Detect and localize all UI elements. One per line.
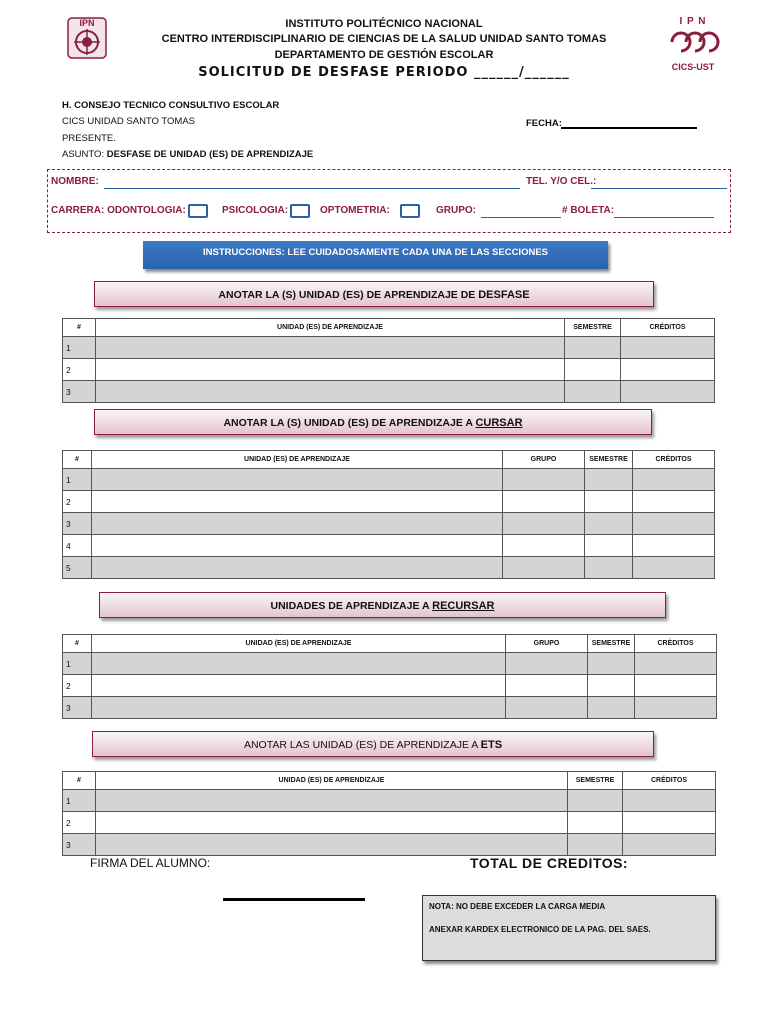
address-presente: PRESENTE. <box>62 133 116 144</box>
ets-table <box>62 771 716 856</box>
table-row[interactable] <box>63 697 717 719</box>
tel-label: TEL. Y/O CEL.: <box>526 176 597 187</box>
student-info-box <box>47 169 731 233</box>
signature-line[interactable] <box>223 898 365 901</box>
cics-emblem-icon <box>662 27 724 57</box>
col-semestre: SEMESTRE <box>588 635 635 653</box>
table-row[interactable] <box>63 513 715 535</box>
table-row[interactable] <box>63 834 716 856</box>
table-row[interactable] <box>63 491 715 513</box>
cics-logo <box>662 16 724 74</box>
nombre-label: NOMBRE: <box>51 176 99 187</box>
table-row[interactable] <box>63 381 715 403</box>
col-unidad: UNIDAD (ES) DE APRENDIZAJE <box>96 319 565 337</box>
asunto-label: ASUNTO: <box>62 149 105 160</box>
section-recursar-header <box>99 592 666 618</box>
section-cursar-header <box>94 409 652 435</box>
row-number: 1 <box>63 337 96 359</box>
table-row[interactable] <box>63 337 715 359</box>
row-number: 5 <box>63 557 92 579</box>
addressee: H. CONSEJO TECNICO CONSULTIVO ESCOLAR <box>62 100 280 111</box>
psicologia-label: PSICOLOGIA: <box>222 205 289 216</box>
carrera-label: CARRERA: ODONTOLOGIA: <box>51 205 186 216</box>
psicologia-checkbox[interactable] <box>290 204 310 218</box>
ipn-logo <box>60 14 114 62</box>
row-number: 3 <box>63 697 92 719</box>
fecha-label: FECHA: <box>526 118 562 129</box>
grupo-field[interactable] <box>481 217 561 218</box>
col-unidad: UNIDAD (ES) DE APRENDIZAJE <box>92 451 503 469</box>
table-header-row <box>63 319 715 337</box>
row-number: 1 <box>63 790 96 812</box>
nota-carga: NOTA: NO DEBE EXCEDER LA CARGA MEDIA <box>429 902 606 911</box>
col-num: # <box>63 451 92 469</box>
asunto <box>62 147 313 164</box>
row-number: 3 <box>63 381 96 403</box>
col-creditos: CRÉDITOS <box>623 772 716 790</box>
row-number: 2 <box>63 812 96 834</box>
table-header-row <box>63 772 716 790</box>
row-number: 1 <box>63 653 92 675</box>
table-row[interactable] <box>63 675 717 697</box>
address-unit: CICS UNIDAD SANTO TOMAS <box>62 116 196 127</box>
row-number: 4 <box>63 535 92 557</box>
section-desfase-keyword: DESFASE <box>478 289 530 301</box>
section-recursar-prefix: UNIDADES DE APRENDIZAJE A <box>270 600 433 612</box>
cics-logo-top-text: I P N <box>679 16 707 27</box>
desfase-table <box>62 318 715 403</box>
recursar-table <box>62 634 717 719</box>
row-number: 2 <box>63 359 96 381</box>
col-creditos: CRÉDITOS <box>621 319 715 337</box>
tel-field[interactable] <box>591 188 727 189</box>
row-number: 2 <box>63 491 92 513</box>
optometria-label: OPTOMETRIA: <box>320 205 390 216</box>
firma-label: FIRMA DEL ALUMNO: <box>90 856 211 870</box>
table-row[interactable] <box>63 535 715 557</box>
col-semestre: SEMESTRE <box>565 319 621 337</box>
col-grupo: GRUPO <box>503 451 585 469</box>
section-ets-keyword: ETS <box>480 739 503 751</box>
col-grupo: GRUPO <box>506 635 588 653</box>
table-header-row <box>63 451 715 469</box>
row-number: 3 <box>63 834 96 856</box>
department-name: DEPARTAMENTO DE GESTIÓN ESCOLAR <box>274 49 494 61</box>
center-name: CENTRO INTERDISCIPLINARIO DE CIENCIAS DE LA SALUD UNIDAD SANTO TOMAS <box>161 33 607 45</box>
total-creditos-label: TOTAL DE CREDITOS: <box>470 855 629 871</box>
row-number: 1 <box>63 469 92 491</box>
institute-name: INSTITUTO POLITÉCNICO NACIONAL <box>285 18 483 30</box>
section-cursar-keyword: CURSAR <box>475 417 523 429</box>
section-cursar-prefix: ANOTAR LA (S) UNIDAD (ES) DE APRENDIZAJE A <box>223 417 476 429</box>
section-ets-prefix: ANOTAR LAS UNIDAD (ES) DE APRENDIZAJE A <box>243 739 481 751</box>
boleta-label: # BOLETA: <box>562 205 615 216</box>
col-creditos: CRÉDITOS <box>635 635 717 653</box>
section-ets-header <box>92 731 654 757</box>
col-creditos: CRÉDITOS <box>633 451 715 469</box>
nota-kardex: ANEXAR KARDEX ELECTRONICO DE LA PAG. DEL SAES. <box>429 925 651 934</box>
optometria-checkbox[interactable] <box>400 204 420 218</box>
ipn-logo-text: IPN <box>79 18 95 28</box>
fecha-field[interactable] <box>561 127 697 129</box>
page-title: SOLICITUD DE DESFASE PERIODO ______/______ <box>198 65 570 80</box>
section-desfase-header <box>94 281 654 307</box>
nombre-field[interactable] <box>104 188 520 189</box>
asunto-value: DESFASE DE UNIDAD (ES) DE APRENDIZAJE <box>106 149 314 160</box>
cursar-table <box>62 450 715 579</box>
col-num: # <box>63 772 96 790</box>
table-row[interactable] <box>63 359 715 381</box>
table-row[interactable] <box>63 653 717 675</box>
nota-box <box>422 895 716 961</box>
col-unidad: UNIDAD (ES) DE APRENDIZAJE <box>96 772 568 790</box>
col-num: # <box>63 635 92 653</box>
instructions-banner: INSTRUCCIONES: LEE CUIDADOSAMENTE CADA UNA DE LAS SECCIONES <box>143 241 608 269</box>
cics-logo-bottom-text: CICS-UST <box>671 62 715 72</box>
table-row[interactable] <box>63 469 715 491</box>
odontologia-checkbox[interactable] <box>188 204 208 218</box>
col-num: # <box>63 319 96 337</box>
row-number: 3 <box>63 513 92 535</box>
col-semestre: SEMESTRE <box>568 772 623 790</box>
table-row[interactable] <box>63 557 715 579</box>
boleta-field[interactable] <box>614 217 714 218</box>
grupo-label: GRUPO: <box>436 205 476 216</box>
table-row[interactable] <box>63 790 716 812</box>
col-semestre: SEMESTRE <box>585 451 633 469</box>
row-number: 2 <box>63 675 92 697</box>
section-desfase-prefix: ANOTAR LA (S) UNIDAD (ES) DE APRENDIZAJE DE <box>218 289 479 301</box>
table-row[interactable] <box>63 812 716 834</box>
table-header-row <box>63 635 717 653</box>
col-unidad: UNIDAD (ES) DE APRENDIZAJE <box>92 635 506 653</box>
section-recursar-keyword: RECURSAR <box>432 600 495 612</box>
